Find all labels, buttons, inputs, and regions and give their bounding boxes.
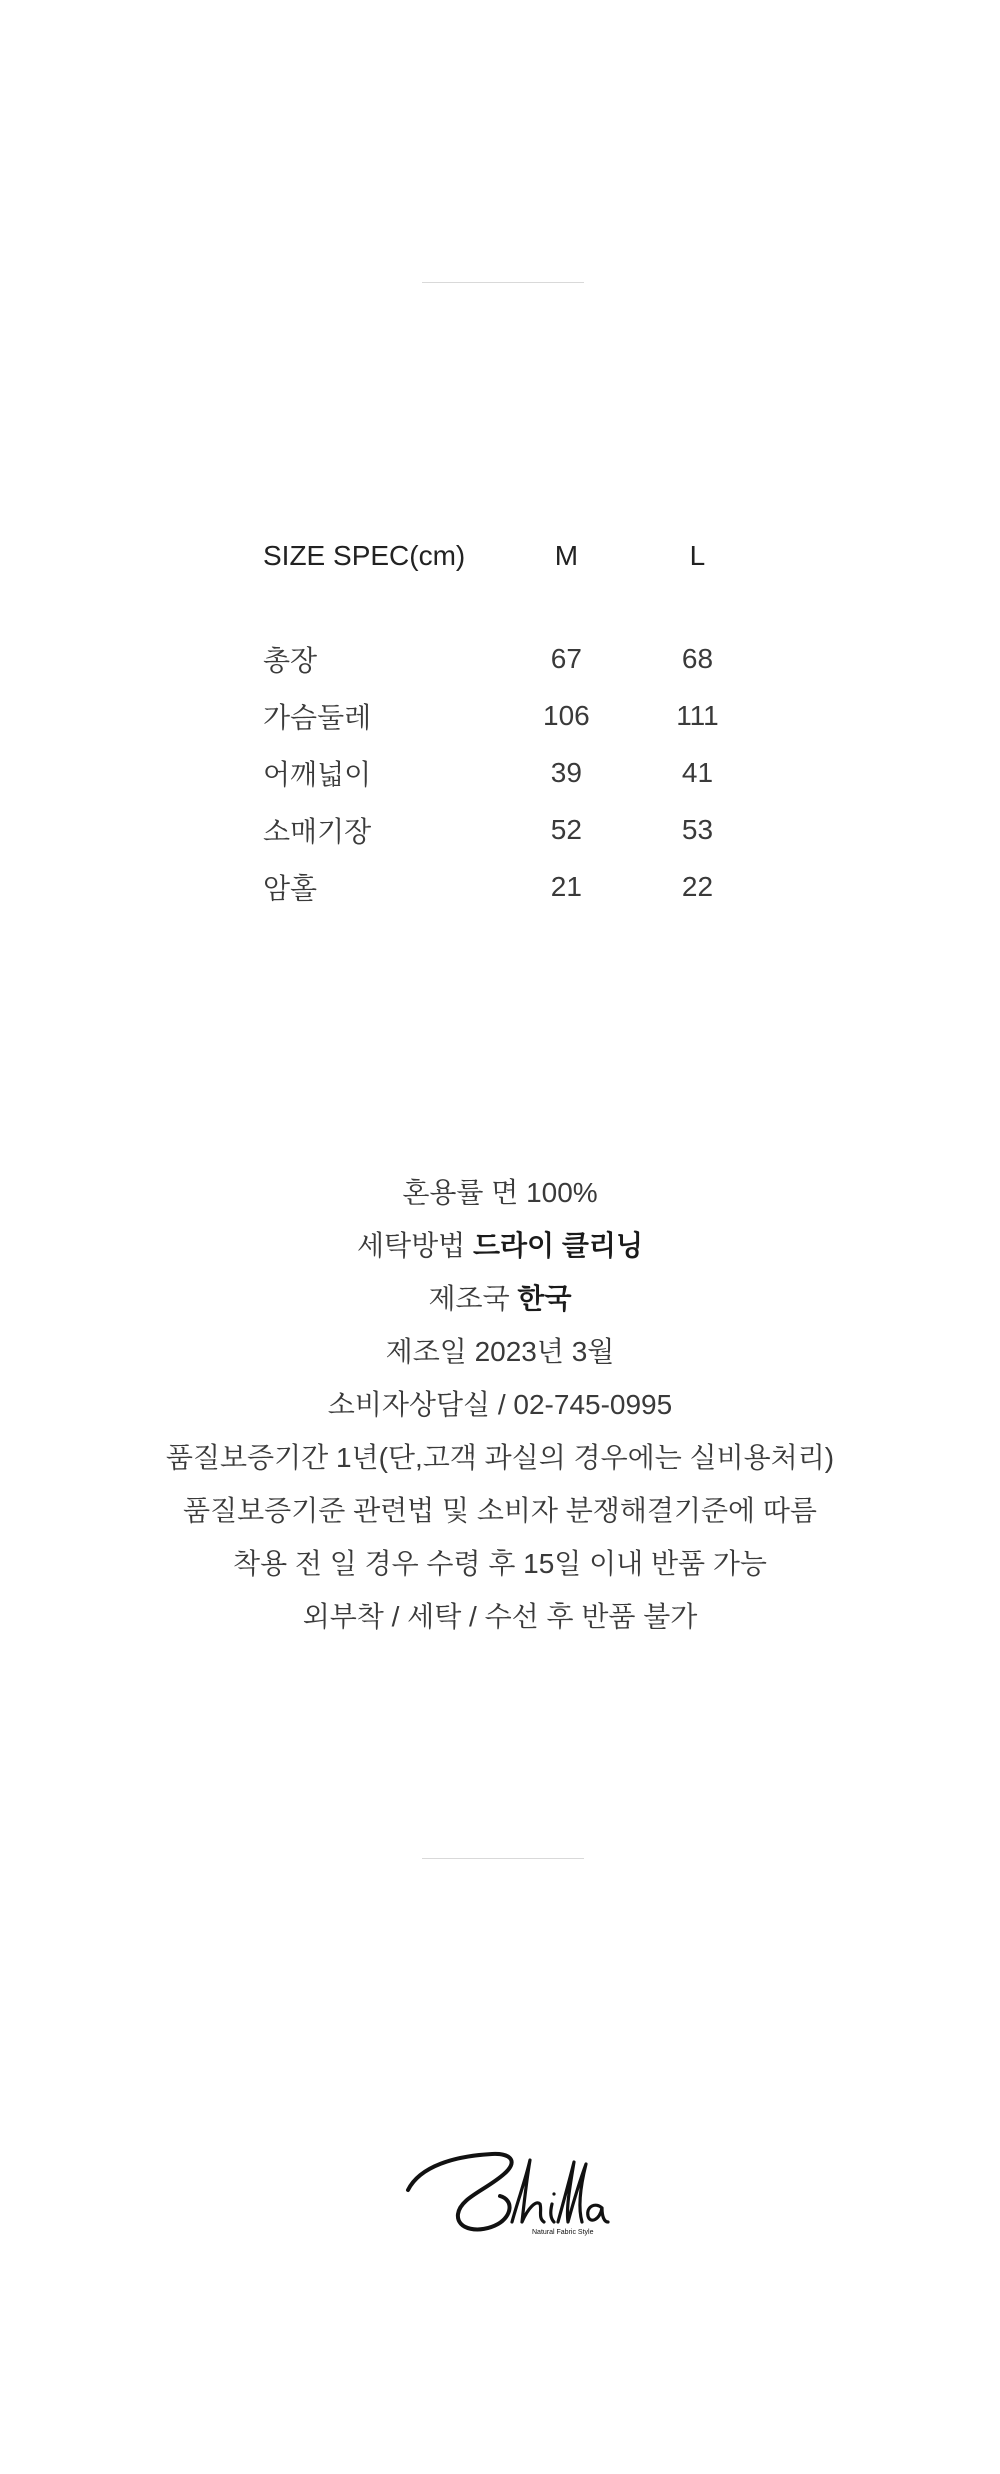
spec-value-m: 67 — [550, 642, 582, 674]
origin-label: 제조국 — [428, 1283, 518, 1314]
spec-value-m: 21 — [550, 870, 582, 902]
spec-value-l: 111 — [676, 699, 719, 731]
spec-value-l: 41 — [681, 756, 714, 788]
spec-label: 소매기장 — [263, 815, 372, 847]
contact-info: 소비자상담실 / 02-745-0995 — [327, 1389, 673, 1420]
spec-value-l: 68 — [681, 642, 714, 674]
spec-value-m: 39 — [550, 756, 582, 788]
origin-info — [0, 1272, 1000, 1325]
no-return-info: 외부착 / 세탁 / 수선 후 반품 불가 — [302, 1601, 698, 1632]
size-l-header: L — [689, 540, 706, 571]
spec-value-l: 53 — [681, 813, 714, 845]
shilla-logo — [400, 2138, 610, 2238]
spec-label: 어깨넓이 — [263, 758, 372, 790]
spec-label: 암홀 — [263, 872, 318, 904]
return-policy-info: 착용 전 일 경우 수령 후 15일 이내 반품 가능 — [233, 1548, 767, 1579]
size-m-header: M — [554, 540, 579, 571]
top-divider — [422, 282, 584, 283]
fabric-info: 혼용률 면 100% — [402, 1177, 598, 1208]
spec-row-armhole — [263, 858, 763, 915]
product-info — [0, 1166, 1000, 1643]
wash-info — [0, 1219, 1000, 1272]
spec-row-shoulder — [263, 744, 763, 801]
made-date-info: 제조일 2023년 3월 — [385, 1336, 615, 1367]
spec-label: 가슴둘레 — [263, 701, 372, 733]
spec-row-sleeve — [263, 801, 763, 858]
warranty-info: 품질보증기간 1년(단,고객 과실의 경우에는 실비용처리) — [165, 1442, 835, 1473]
spec-value-m: 52 — [550, 813, 582, 845]
origin-value: 한국 — [517, 1283, 572, 1314]
spec-row-chest — [263, 687, 763, 744]
size-spec-table — [263, 534, 763, 915]
bottom-divider — [422, 1858, 584, 1859]
size-spec-title: SIZE SPEC(cm) — [263, 540, 466, 571]
size-spec-header — [263, 534, 763, 578]
wash-label: 세탁방법 — [356, 1230, 473, 1261]
wash-value: 드라이 클리닝 — [472, 1230, 644, 1261]
standard-info: 품질보증기준 관련법 및 소비자 분쟁해결기준에 따름 — [183, 1495, 817, 1526]
svg-text:Natural Fabric Style: Natural Fabric Style — [532, 2229, 594, 2236]
spec-value-l: 22 — [681, 870, 714, 902]
spec-label: 총장 — [263, 644, 318, 676]
spec-value-m: 106 — [543, 699, 590, 731]
spec-row-length — [263, 630, 763, 687]
